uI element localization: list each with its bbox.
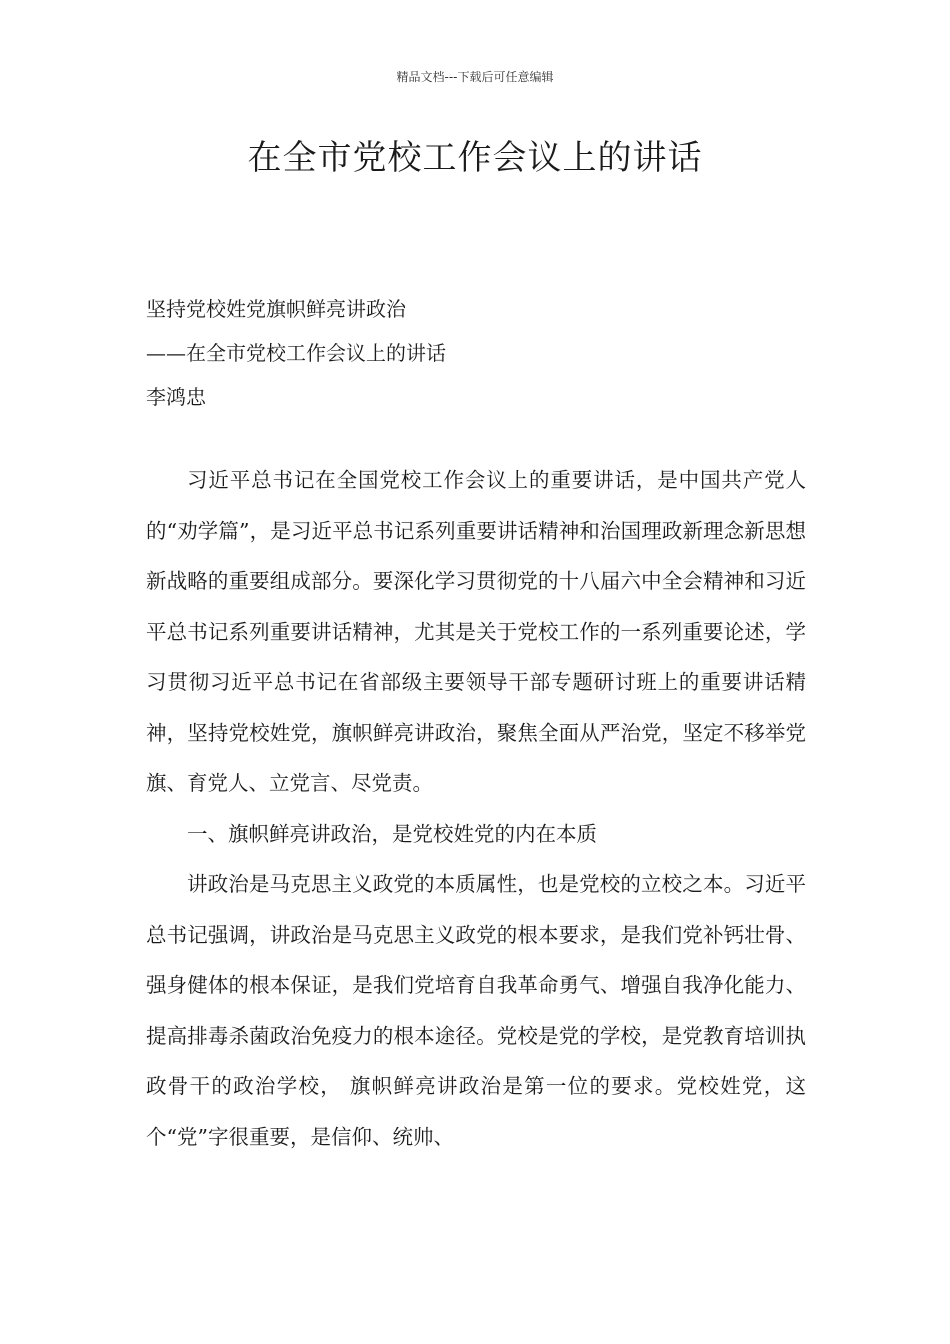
section-heading-1: 一、旗帜鲜亮讲政治，是党校姓党的内在本质	[187, 821, 597, 846]
speech-author: 李鸿忠	[146, 385, 206, 409]
speech-dash-line: ——在全市党校工作会议上的讲话	[146, 341, 446, 365]
paragraph-intro: 习近平总书记在全国党校工作会议上的重要讲话，是中国共产党人的“劝学篇”，是习近平总书记系列重要讲话精神和治国理政新理念新思想新战略的重要组成部分。要深化学习贯彻党的十八届六中全会精神和习近平总书记系列重要讲话精神，尤其是关于党校工作的一系列重要论述，学习贯彻习近平总书记在省部级主要领导干部专题研讨班上的重要讲话精神，坚持党校姓党，旗帜鲜亮讲政治，聚焦全面从严治党，坚定不移举党旗、育党人、立党言、尽党责。	[146, 468, 806, 795]
document-title: 在全市党校工作会议上的讲话	[247, 138, 703, 178]
header-note: 精品文档---下载后可任意编辑	[396, 70, 554, 84]
paragraph-section-1: 讲政治是马克思主义政党的本质属性，也是党校的立校之本。习近平总书记强调，讲政治是马克思主义政党的根本要求，是我们党补钙壮骨、强身健体的根本保证，是我们党培育自我革命勇气、增强自我净化能力、提高排毒杀菌政治免疫力的根本途径。党校是党的学校，是党教育培训执政骨干的政治学校， 旗帜鲜亮讲政治是第一位的要求。党校姓党，这个“党”字很重要，是信仰、统帅、	[146, 872, 806, 1149]
speech-meta	[146, 287, 446, 419]
speech-subtitle: 坚持党校姓党旗帜鲜亮讲政治	[146, 297, 406, 321]
document-body	[146, 455, 806, 1162]
